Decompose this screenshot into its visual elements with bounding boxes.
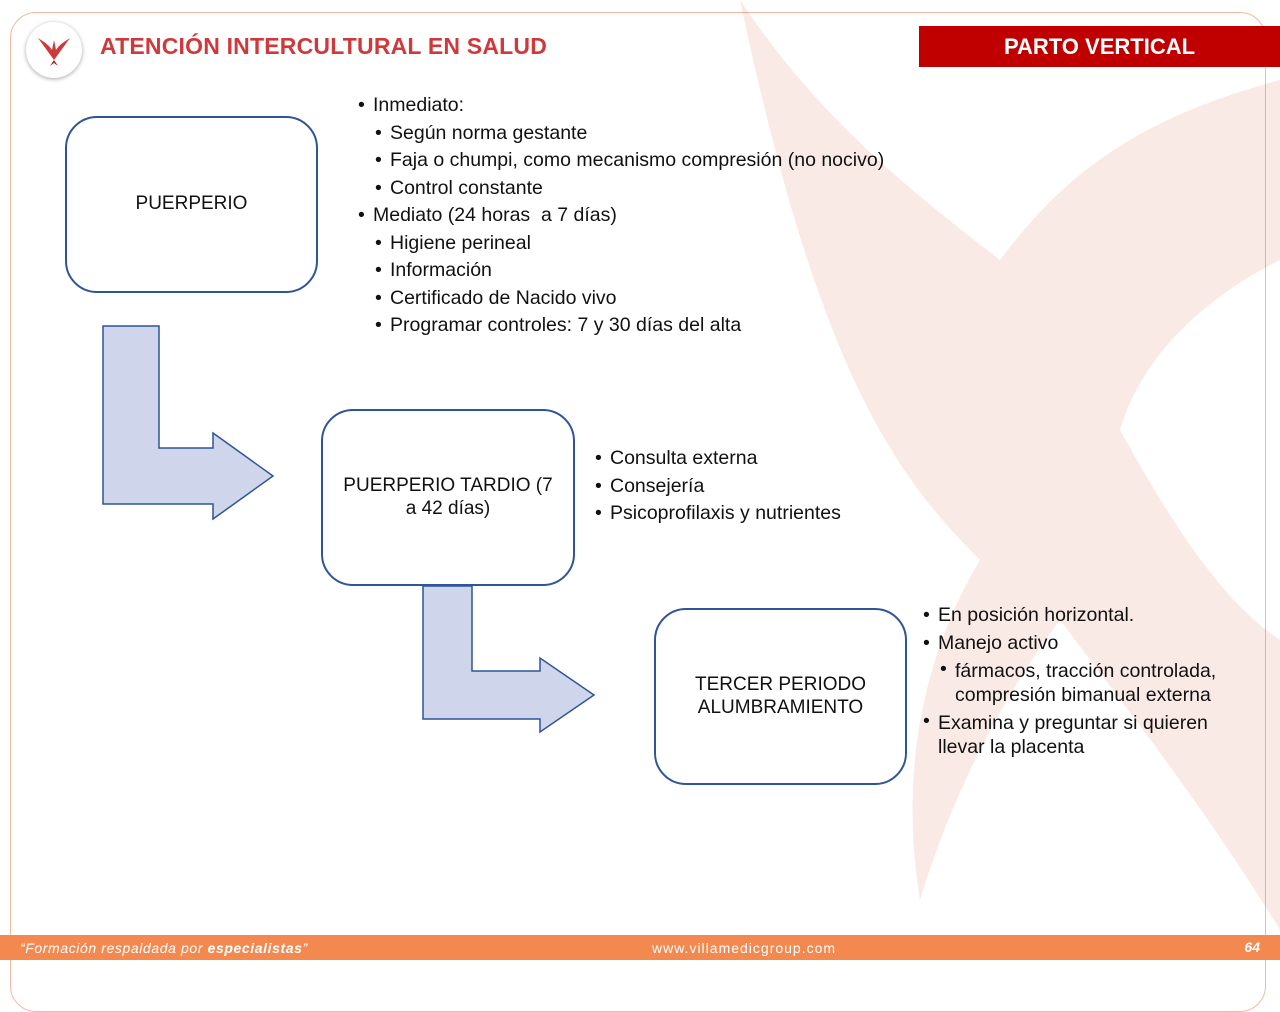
list-item: • Control constante [375, 175, 1018, 203]
tercer-bullet-list [923, 602, 1223, 761]
arrow-puerperio-to-tardio [103, 326, 273, 519]
list-item: • Psicoprofilaxis y nutrientes [595, 500, 925, 528]
list-item: • Consulta externa [595, 445, 925, 473]
list-item: • Programar controles: 7 y 30 días del alta [375, 312, 1018, 340]
box-puerperio-label: PUERPERIO [135, 193, 248, 215]
tardio-bullet-list [595, 445, 925, 528]
footer-bar [0, 935, 1280, 960]
arrow-tardio-to-tercer [423, 586, 594, 732]
footer-tagline [20, 940, 308, 956]
list-item: • Manejo activo [923, 630, 1223, 658]
list-item: • Certificado de Nacido vivo [375, 285, 1018, 313]
box-puerperio-tardio [321, 409, 575, 586]
footer-tagline-suffix: ” [302, 940, 308, 956]
list-item: • Información [375, 257, 1018, 285]
puerperio-bullet-list [358, 92, 1018, 340]
box-puerperio-tardio-label: PUERPERIO TARDIO (7 a 42 días) [343, 474, 553, 519]
page-title: ATENCIÓN INTERCULTURAL EN SALUD [100, 33, 548, 59]
list-item: • En posición horizontal. [923, 602, 1223, 630]
box-puerperio [65, 116, 318, 293]
footer-website: www.villamedicgroup.com [652, 940, 837, 956]
list-item: • Inmediato: [358, 92, 1018, 120]
list-item: • fármacos, tracción controlada, compresión bimanual externa [940, 657, 1223, 709]
list-item: • Mediato (24 horas a 7 días) [358, 202, 1018, 230]
box-tercer-periodo [654, 608, 907, 785]
list-item: • Según norma gestante [375, 120, 1018, 148]
page-number: 64 [1244, 939, 1260, 955]
footer-tagline-bold: especialistas [207, 940, 303, 956]
list-item: • Higiene perineal [375, 230, 1018, 258]
list-item: • Faja o chumpi, como mecanismo compresión (no nocivo) [375, 147, 1018, 175]
list-item: • Consejería [595, 473, 925, 501]
section-banner: PARTO VERTICAL [919, 26, 1280, 67]
box-tercer-periodo-label: TERCER PERIODO ALUMBRAMIENTO [694, 673, 867, 718]
list-item: • Examina y preguntar si quieren llevar la placenta [923, 709, 1223, 761]
footer-tagline-prefix: “Formación respaldada por [20, 940, 208, 956]
